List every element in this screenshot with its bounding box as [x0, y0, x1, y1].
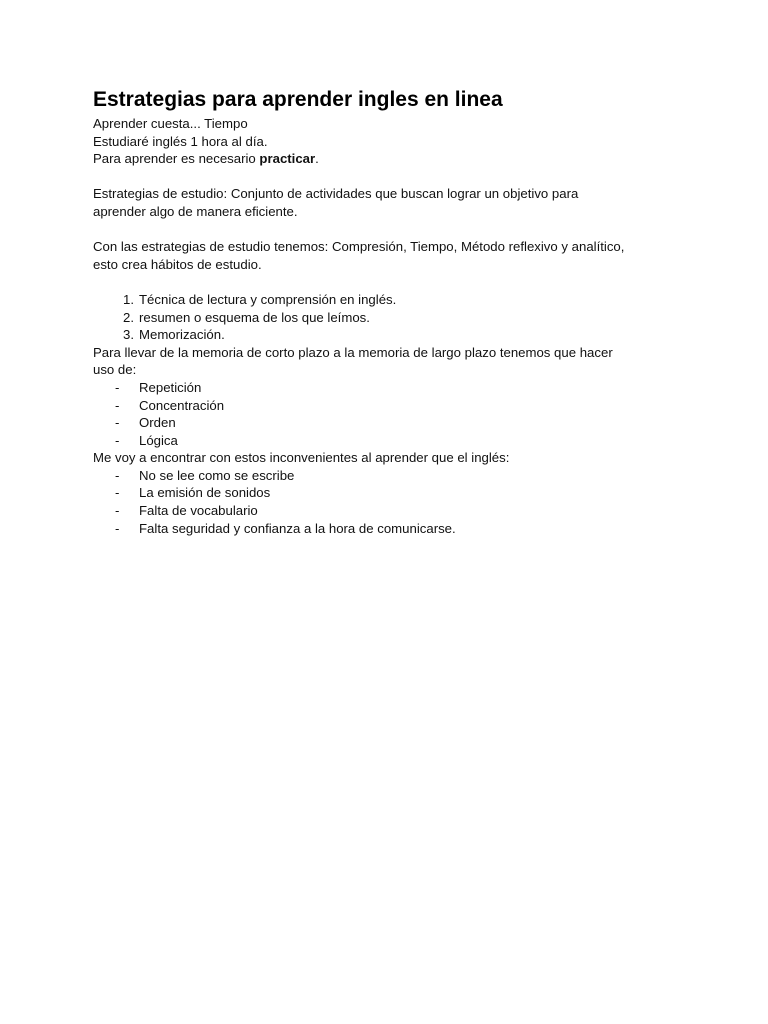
paragraph-line: uso de: [93, 362, 137, 378]
strategies-benefits-paragraph [93, 238, 693, 273]
list-item-text: No se lee como se escribe [139, 467, 295, 483]
list-item-text: Orden [139, 415, 176, 431]
list-item-text: Falta seguridad y confianza a la hora de comunicarse. [139, 520, 456, 536]
dash-bullet: - [115, 379, 120, 395]
blank-line [93, 221, 693, 239]
paragraph-line: esto crea hábitos de estudio. [93, 256, 262, 272]
intro-paragraph [93, 115, 693, 168]
practice-line [93, 150, 693, 168]
dash-bullet: - [115, 520, 120, 536]
practice-prefix: Para aprender es necesario [93, 151, 260, 167]
list-item [93, 414, 693, 432]
memory-list [93, 379, 693, 449]
document-page [93, 87, 693, 537]
obstacles-list [93, 467, 693, 537]
dash-bullet: - [115, 415, 120, 431]
practice-keyword: practicar [259, 151, 316, 167]
list-item-text: Lógica [139, 432, 178, 448]
memory-intro-paragraph [93, 344, 693, 379]
list-item-text: resumen o esquema de los que leímos. [139, 309, 370, 325]
intro-line: Estudiaré inglés 1 hora al día. [93, 133, 268, 149]
list-item-text: Repetición [139, 379, 202, 395]
paragraph-line: Para llevar de la memoria de corto plazo a la memoria de largo plazo tenemos que hacer [93, 344, 613, 360]
practice-suffix: . [315, 151, 319, 167]
list-item [93, 379, 693, 397]
list-item [93, 484, 693, 502]
list-item-text: Memorización. [139, 327, 225, 343]
list-item-text: Técnica de lectura y comprensión en inglés. [139, 291, 397, 307]
dash-bullet: - [115, 432, 120, 448]
list-item-text: Concentración [139, 397, 225, 413]
list-number: 1. [123, 291, 134, 307]
dash-bullet: - [115, 503, 120, 519]
strategies-definition-paragraph [93, 185, 693, 220]
blank-line [93, 168, 693, 186]
paragraph-line: Me voy a encontrar con estos inconvenientes al aprender que el inglés: [93, 450, 510, 466]
list-number: 2. [123, 309, 134, 325]
dash-bullet: - [115, 397, 120, 413]
blank-line [93, 273, 693, 291]
obstacles-intro-paragraph [93, 449, 693, 467]
list-item [93, 326, 693, 344]
paragraph-line: aprender algo de manera eficiente. [93, 203, 298, 219]
list-item [93, 520, 693, 538]
list-item [93, 432, 693, 450]
paragraph-line: Con las estrategias de estudio tenemos: Compresión, Tiempo, Método reflexivo y analítico, [93, 239, 625, 255]
paragraph-line: Estrategias de estudio: Conjunto de actividades que buscan lograr un objetivo para [93, 186, 579, 202]
dash-bullet: - [115, 485, 120, 501]
list-item [93, 467, 693, 485]
dash-bullet: - [115, 467, 120, 483]
intro-line: Aprender cuesta... Tiempo [93, 116, 248, 131]
list-item [93, 291, 693, 309]
numbered-list [93, 291, 693, 344]
list-number: 3. [123, 327, 134, 343]
list-item [93, 397, 693, 415]
list-item-text: Falta de vocabulario [139, 503, 258, 519]
list-item-text: La emisión de sonidos [139, 485, 271, 501]
list-item [93, 309, 693, 327]
list-item [93, 502, 693, 520]
document-title: Estrategias para aprender ingles en linea [93, 88, 503, 111]
